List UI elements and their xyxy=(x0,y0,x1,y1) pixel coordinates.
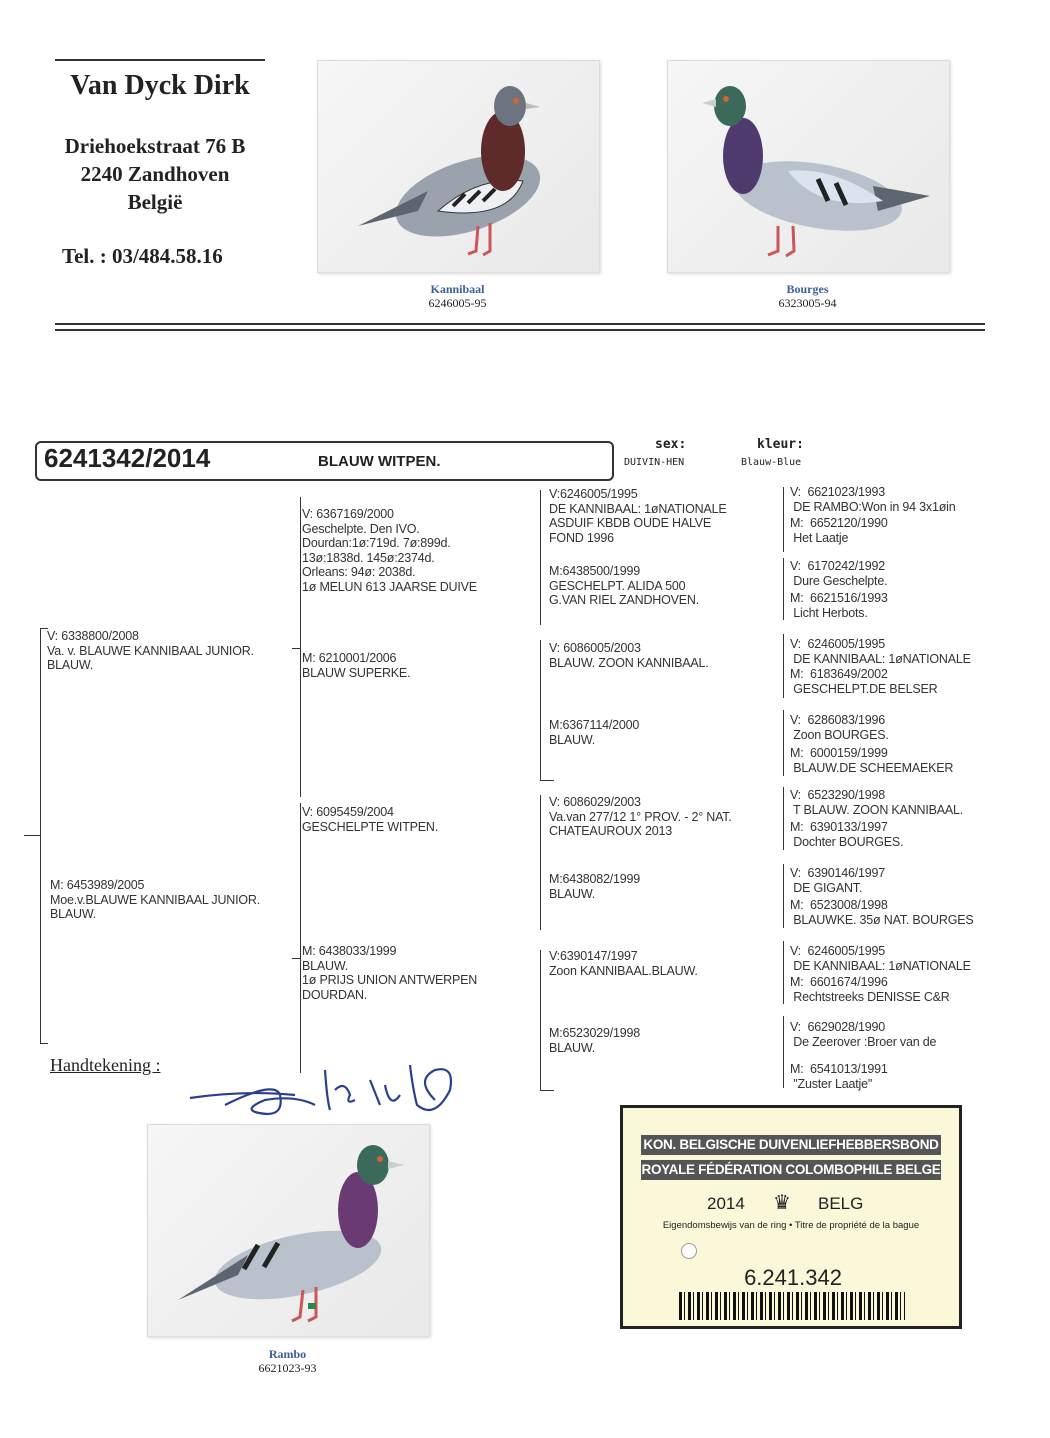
gg-entry: V: 6523290/1998 T BLAUW. ZOON KANNIBAAL. xyxy=(790,788,964,817)
bourges-caption xyxy=(667,282,948,310)
divider-top xyxy=(55,323,985,325)
bracket-line xyxy=(40,1043,48,1044)
grandparent-entry: V: 6367169/2000 Geschelpte. Den IVO. Dourdan:1ø:719d. 7ø:899d. 13ø:1838d. 145ø:2374d. Orleans: 94ø: 2038d. 1ø MELUN 613 JAARSE DUIVE xyxy=(302,507,477,594)
ring-ownership-card xyxy=(620,1105,962,1329)
rambo-caption xyxy=(147,1347,428,1375)
owner-phone: Tel. : 03/484.58.16 xyxy=(62,244,223,268)
great-grandparent-entry: M:6438500/1999 GESCHELPT. ALIDA 500 G.VAN RIEL ZANDHOVEN. xyxy=(549,564,699,607)
bracket-line xyxy=(540,640,541,780)
bracket-line xyxy=(540,795,541,930)
owner-country: België xyxy=(127,190,183,214)
bracket-line xyxy=(783,787,784,850)
signature-label: Handtekening : xyxy=(50,1055,161,1075)
gg-entry: M: 6000159/1999 BLAUW.DE SCHEEMAEKER xyxy=(790,746,954,775)
punch-hole xyxy=(681,1243,697,1259)
gg-entry: M: 6652120/1990 Het Laatje xyxy=(790,516,888,545)
bracket-line xyxy=(40,628,41,1043)
crown-icon: ♛ xyxy=(773,1192,791,1214)
ring-year: 2014 xyxy=(707,1194,745,1213)
owner-street: Driehoekstraat 76 B xyxy=(64,134,246,158)
sex-label: sex: xyxy=(655,437,687,452)
grandparent-entry: V: 6095459/2004 GESCHELPTE WITPEN. xyxy=(302,805,439,834)
divider-bottom xyxy=(55,329,985,331)
gg-entry: V: 6286083/1996 Zoon BOURGES. xyxy=(790,713,889,742)
bracket-line xyxy=(540,950,541,1090)
bracket-line xyxy=(783,1016,784,1088)
kannibaal-photo xyxy=(317,60,600,273)
gg-entry: V: 6246005/1995 DE KANNIBAAL: 1øNATIONALE xyxy=(790,944,971,973)
great-grandparent-entry: V:6246005/1995 DE KANNIBAAL: 1øNATIONALE ASDUIF KBDB OUDE HALVE FOND 1996 xyxy=(549,487,727,545)
bracket-line xyxy=(300,497,301,797)
great-grandparent-entry: V:6390147/1997 Zoon KANNIBAAL.BLAUW. xyxy=(549,949,698,978)
bracket-line xyxy=(540,780,554,781)
bracket-line xyxy=(540,490,541,625)
bracket-line xyxy=(292,648,300,649)
photo-ring: 6323005-94 xyxy=(778,296,837,310)
bracket-line xyxy=(300,803,301,1073)
gg-entry: M: 6183649/2002 GESCHELPT.DE BELSER xyxy=(790,667,938,696)
bracket-line xyxy=(783,941,784,1004)
bracket-line xyxy=(540,1090,554,1091)
dam-entry: M: 6453989/2005 Moe.v.BLAUWE KANNIBAAL JUNIOR. BLAUW. xyxy=(50,878,261,921)
owner-name: Van Dyck Dirk xyxy=(70,70,250,101)
great-grandparent-entry: M:6438082/1999 BLAUW. xyxy=(549,872,641,901)
header-rule xyxy=(55,59,265,61)
bourges-photo xyxy=(667,60,950,273)
pigeon-image xyxy=(318,61,599,272)
great-grandparent-entry: V: 6086005/2003 BLAUW. ZOON KANNIBAAL. xyxy=(549,641,709,670)
photo-ring: 6621023-93 xyxy=(258,1361,317,1375)
photo-name: Kannibaal xyxy=(430,282,485,296)
great-grandparent-entry: M:6523029/1998 BLAUW. xyxy=(549,1026,641,1055)
owner-address xyxy=(30,132,280,216)
federation-line-2: ROYALE FÉDÉRATION COLOMBOPHILE BELGE xyxy=(641,1160,941,1180)
gg-entry: M: 6390133/1997 Dochter BOURGES. xyxy=(790,820,904,849)
federation-line-1: KON. BELGISCHE DUIVENLIEFHEBBERSBOND xyxy=(641,1135,941,1155)
rambo-photo xyxy=(147,1124,430,1337)
pigeon-image xyxy=(668,61,949,272)
gg-entry: V: 6629028/1990 De Zeerover :Broer van de xyxy=(790,1020,937,1049)
bracket-line xyxy=(783,710,784,776)
photo-ring: 6246005-95 xyxy=(428,296,487,310)
gg-entry: V: 6621023/1993 DE RAMBO:Won in 94 3x1øin xyxy=(790,485,956,514)
great-grandparent-entry: V: 6086029/2003 Va.van 277/12 1° PROV. - 2° NAT. CHATEAUROUX 2013 xyxy=(549,795,732,838)
bracket-line xyxy=(783,864,784,928)
gg-entry: V: 6246005/1995 DE KANNIBAAL: 1øNATIONALE xyxy=(790,637,971,666)
gg-entry: M: 6601674/1996 Rechtstreeks DENISSE C&R xyxy=(790,975,950,1004)
barcode xyxy=(679,1292,905,1320)
photo-name: Bourges xyxy=(786,282,829,296)
bird-color: BLAUW WITPEN. xyxy=(318,453,441,470)
gg-entry: M: 6541013/1991 "Zuster Laatje" xyxy=(790,1062,888,1091)
owner-city: 2240 Zandhoven xyxy=(80,162,230,186)
sex-value: DUIVIN-HEN xyxy=(624,457,685,468)
bracket-line xyxy=(783,634,784,698)
grandparent-entry: M: 6210001/2006 BLAUW SUPERKE. xyxy=(302,651,411,680)
gg-entry: V: 6390146/1997 DE GIGANT. xyxy=(790,866,886,895)
pigeon-image xyxy=(148,1125,429,1336)
color-value: Blauw-Blue xyxy=(741,457,802,468)
ring-country: BELG xyxy=(818,1194,864,1213)
signature-image xyxy=(185,1050,470,1130)
bracket-line xyxy=(783,487,784,552)
sire-entry: V: 6338800/2008 Va. v. BLAUWE KANNIBAAL JUNIOR. BLAUW. xyxy=(47,629,254,672)
bracket-line xyxy=(24,835,40,836)
great-grandparent-entry: M:6367114/2000 BLAUW. xyxy=(549,718,640,747)
ring-number: 6.241.342 xyxy=(744,1265,842,1290)
gg-entry: M: 6621516/1993 Licht Herbots. xyxy=(790,591,888,620)
photo-name: Rambo xyxy=(268,1347,307,1361)
color-label: kleur: xyxy=(757,437,804,452)
kannibaal-caption xyxy=(317,282,598,310)
gg-entry: V: 6170242/1992 Dure Geschelpte. xyxy=(790,559,888,588)
gg-entry: M: 6523008/1998 BLAUWKE. 35ø NAT. BOURGES xyxy=(790,898,974,927)
bird-ring: 6241342/2014 xyxy=(44,443,211,473)
ring-card-subtitle: Eigendomsbewijs van de ring • Titre de propriété de la bague xyxy=(662,1220,920,1231)
bracket-line xyxy=(292,958,300,959)
bracket-line xyxy=(783,558,784,620)
grandparent-entry: M: 6438033/1999 BLAUW. 1ø PRIJS UNION ANTWERPEN DOURDAN. xyxy=(302,944,478,1002)
